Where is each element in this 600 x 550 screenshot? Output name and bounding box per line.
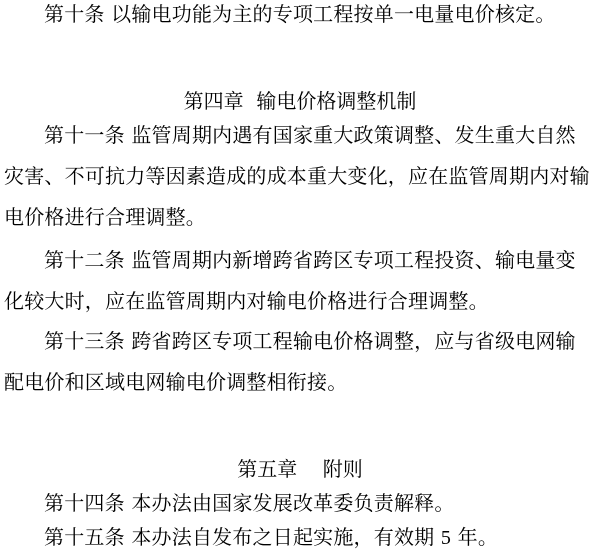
article-12-line-2: 化较大时，应在监管周期内对输电价格进行合理调整。 bbox=[4, 289, 489, 313]
article-11-line-3: 电价格进行合理调整。 bbox=[4, 205, 206, 229]
article-15-validity-years: 5 bbox=[440, 527, 452, 549]
article-12-line-1: 第十二条 监管周期内新增跨省跨区专项工程投资、输电量变 bbox=[44, 248, 576, 272]
article-15 bbox=[44, 525, 498, 550]
article-11-line-1: 第十一条 监管周期内遇有国家重大政策调整、发生重大自然 bbox=[44, 123, 576, 147]
article-13-line-2: 配电价和区域电网输电价调整相衔接。 bbox=[4, 370, 348, 394]
article-11-line-2: 灾害、不可抗力等因素造成的成本重大变化，应在监管周期内对输 bbox=[4, 164, 590, 188]
article-14: 第十四条 本办法由国家发展改革委负责解释。 bbox=[44, 491, 455, 515]
chapter-4-heading: 第四章 输电价格调整机制 bbox=[183, 89, 417, 113]
chapter-5-heading: 第五章 附则 bbox=[237, 457, 363, 481]
article-15-suffix: 年。 bbox=[451, 525, 499, 549]
article-15-text: 第十五条 本办法自发布之日起实施，有效期 bbox=[44, 525, 441, 549]
article-10: 第十条 以输电功能为主的专项工程按单一电量电价核定。 bbox=[44, 2, 556, 26]
article-13-line-1: 第十三条 跨省跨区专项工程输电价格调整，应与省级电网输 bbox=[44, 329, 576, 353]
